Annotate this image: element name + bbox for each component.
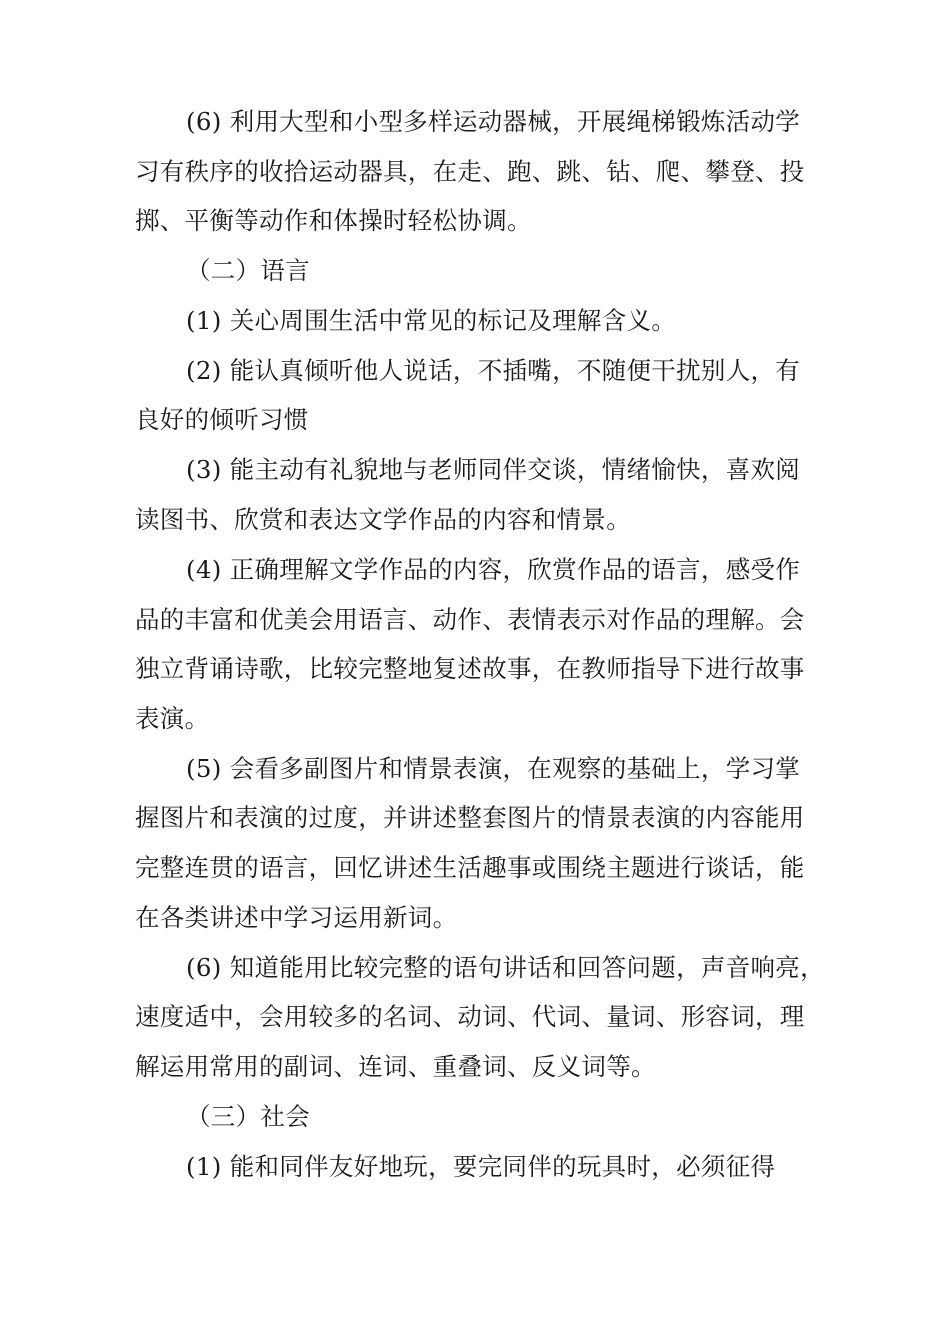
text-line: (6) 知道能用比较完整的语句讲话和回答问题，声音响亮，	[186, 953, 825, 982]
text-line: 独立背诵诗歌，比较完整地复述故事，在教师指导下进行故事	[135, 654, 805, 683]
text-line: (2) 能认真倾听他人说话，不插嘴，不随便干扰别人，有	[186, 356, 801, 385]
text-line: (1) 能和同伴友好地玩，要完同伴的玩具时，必须征得	[186, 1152, 776, 1181]
text-line: 掷、平衡等动作和体操时轻松协调。	[135, 206, 532, 235]
text-line: 握图片和表演的过度，并讲述整套图片的情景表演的内容能用	[135, 803, 805, 832]
text-line: 读图书、欣赏和表达文学作品的内容和情景。	[135, 505, 631, 534]
text-line: (5) 会看多副图片和情景表演，在观察的基础上，学习掌	[186, 754, 801, 783]
text-line: 完整连贯的语言，回忆讲述生活趣事或围绕主题进行谈话，能	[135, 853, 805, 882]
text-line: 表演。	[135, 704, 210, 733]
text-line: 品的丰富和优美会用语言、动作、表情表示对作品的理解。会	[135, 605, 805, 634]
text-line: (6) 利用大型和小型多样运动器械，开展绳梯锻炼活动学	[186, 107, 801, 136]
text-line: 在各类讲述中学习运用新词。	[135, 903, 458, 932]
text-line: (3) 能主动有礼貌地与老师同伴交谈，情绪愉快，喜欢阅	[186, 455, 801, 484]
text-line: (1) 关心周围生活中常见的标记及理解含义。	[186, 306, 677, 335]
section-heading: （二）语言	[186, 256, 310, 285]
text-line: 解运用常用的副词、连词、重叠词、反义词等。	[135, 1052, 656, 1081]
text-line: 速度适中，会用较多的名词、动词、代词、量词、形容词，理	[135, 1002, 805, 1031]
text-line: 习有秩序的收拾运动器具，在走、跑、跳、钻、爬、攀登、投	[135, 157, 805, 186]
text-line: 良好的倾听习惯	[135, 405, 309, 434]
section-heading: （三）社会	[186, 1102, 310, 1131]
text-line: (4) 正确理解文学作品的内容，欣赏作品的语言，感受作	[186, 555, 801, 584]
